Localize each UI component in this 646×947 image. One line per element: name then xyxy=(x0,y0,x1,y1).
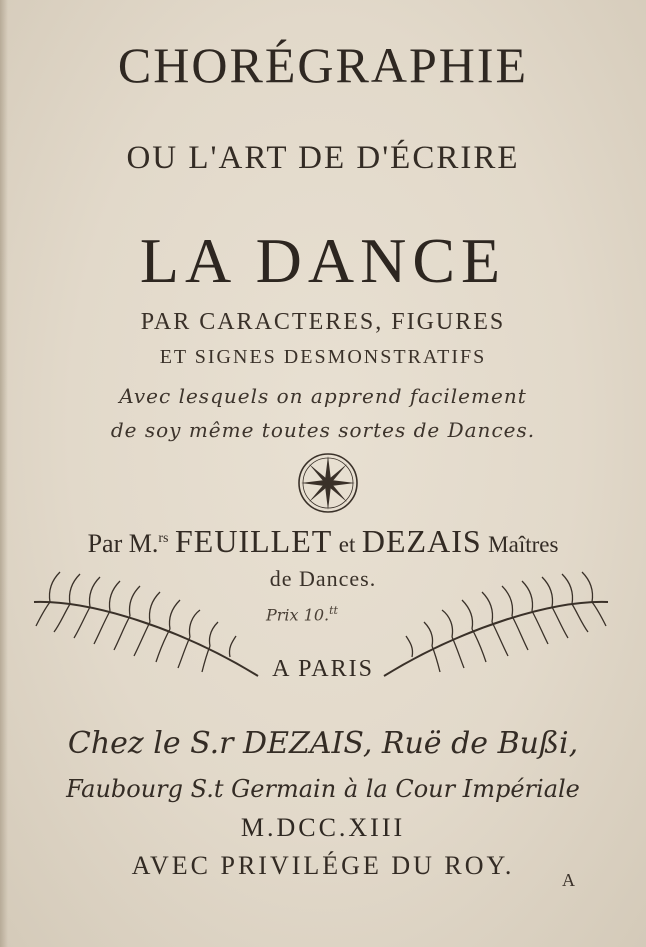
price-unit: tt xyxy=(329,604,338,617)
subtitle-line-caracteres: PAR CARACTERES, FIGURES xyxy=(140,309,506,335)
author-par: Par xyxy=(87,529,123,558)
author-mrs-sup: rs xyxy=(158,531,169,546)
city-line: A PARIS xyxy=(272,656,374,682)
price-text: Prix 10. xyxy=(266,605,330,625)
italic-line-1: Avec lesquels on apprend facilement xyxy=(119,384,527,408)
de-dances-line: de Dances. xyxy=(269,566,377,591)
compass-rose-icon xyxy=(297,452,359,514)
year-line: M.DCC.XIII xyxy=(240,813,406,842)
subtitle-line-signes: ET SIGNES DESMONSTRATIFS xyxy=(159,346,487,368)
author-maitres: Maîtres xyxy=(488,532,559,557)
subtitle: OU L'ART DE D'ÉCRIRE xyxy=(126,140,520,176)
italic-line-2: de soy même toutes sortes de Dances. xyxy=(110,418,536,442)
publisher-line-1: Chez le S.r DEZAIS, Ruë de Bußi, xyxy=(67,726,579,761)
price-line xyxy=(266,604,396,624)
main-title: CHORÉGRAPHIE xyxy=(117,37,529,93)
privilege-line: AVEC PRIVILÉGE DU ROY. xyxy=(131,851,515,880)
author-line xyxy=(0,523,646,560)
author-name-feuillet: FEUILLET xyxy=(174,523,333,559)
signature-mark: A xyxy=(562,870,575,890)
author-mrs: M. xyxy=(128,529,159,558)
title-la-dance: LA DANCE xyxy=(139,225,507,296)
author-et: et xyxy=(338,532,356,557)
publisher-line-2: Faubourg S.t Germain à la Cour Impériale xyxy=(66,775,580,803)
author-name-dezais: DEZAIS xyxy=(361,523,482,559)
